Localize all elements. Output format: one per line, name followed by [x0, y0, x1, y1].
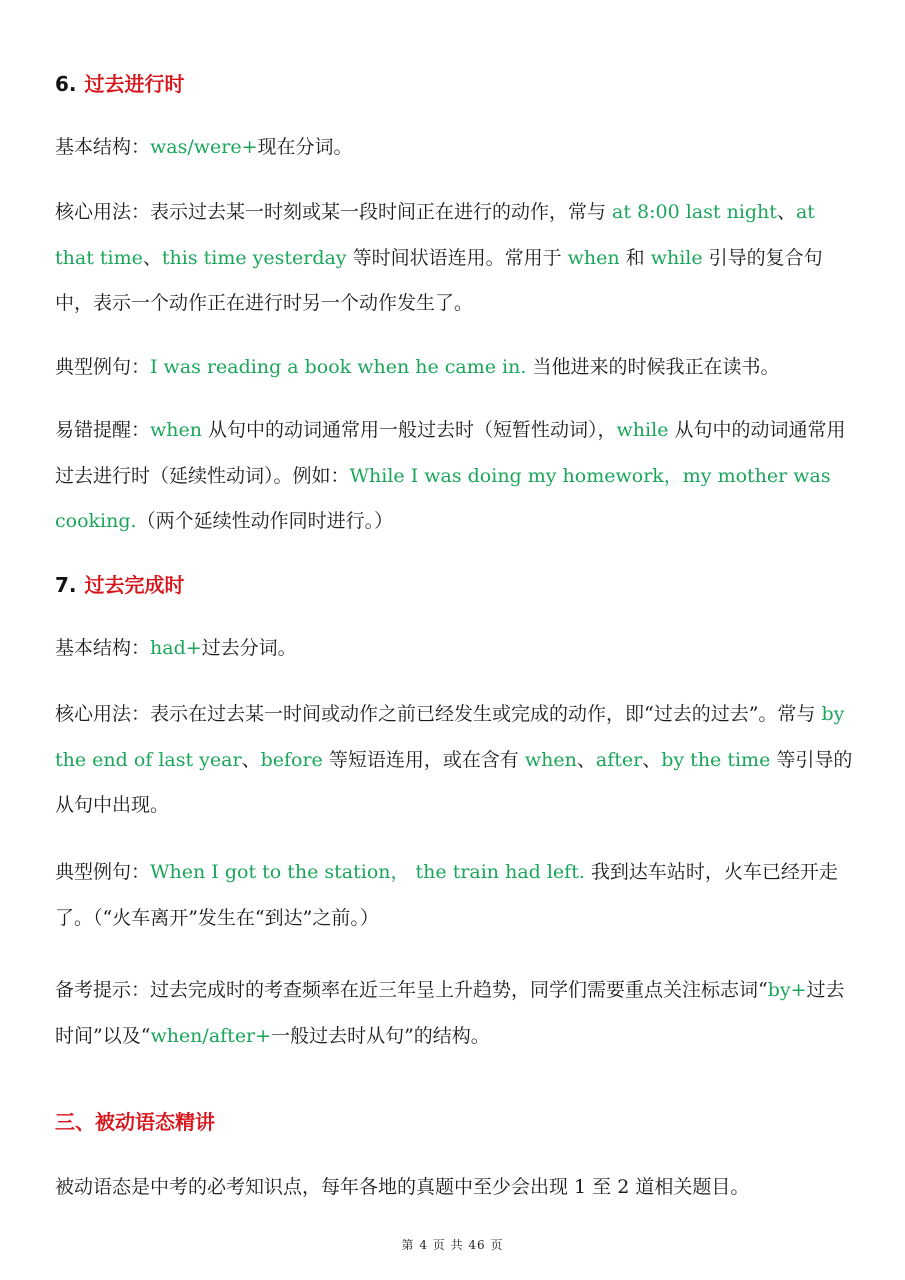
- page-number-footer: 第 4 页 共 46 页: [401, 1238, 504, 1252]
- text-run: 一般过去时从句”的结构。: [271, 1024, 490, 1047]
- formula-english: was/were+: [150, 136, 258, 158]
- text-run: 、: [142, 246, 162, 269]
- formula-chinese: 现在分词。: [257, 136, 353, 158]
- section-number: 7.: [55, 573, 77, 597]
- text-run: 等引导的从句中出现。: [55, 748, 853, 816]
- formula-english: had+: [150, 637, 202, 659]
- english-phrase: by the time: [661, 748, 771, 771]
- text-run: 从句中的动词通常用过去进行时（延续性动词）。例如：: [55, 419, 846, 487]
- text-run: 备考提示：过去完成时的考查频率在近三年呈上升趋势，同学们需要重点关注标志词“: [55, 979, 768, 1001]
- basic-structure-paragraph: [55, 626, 855, 672]
- text-run: 、: [642, 748, 662, 771]
- english-phrase: after: [595, 748, 643, 771]
- section-title: 过去完成时: [84, 573, 185, 597]
- english-phrase: at that time: [55, 201, 815, 269]
- section-heading-past-progressive: [55, 70, 855, 98]
- english-phrase: when: [150, 419, 202, 441]
- core-usage-paragraph: [55, 190, 855, 327]
- example-translation: 当他进来的时候我正在读书。: [526, 356, 780, 378]
- exam-tip-paragraph: [55, 968, 855, 1059]
- label: 基本结构：: [55, 637, 151, 659]
- text-run: 核心用法：表示过去某一时刻或某一段时间正在进行的动作，常与: [55, 201, 613, 223]
- common-mistake-paragraph: [55, 408, 855, 545]
- text-run: 易错提醒：: [55, 419, 151, 441]
- section-heading-passive-voice: [55, 1108, 855, 1136]
- text-run: 核心用法：表示在过去某一时间或动作之前已经发生或完成的动作，即“过去的过去”。常与: [55, 703, 822, 725]
- basic-structure-paragraph: [55, 125, 855, 171]
- label: 基本结构：: [55, 136, 151, 158]
- text-run: 从句中的动词通常用一般过去时（短暂性动词），: [202, 419, 617, 441]
- section-title: 过去进行时: [84, 72, 185, 96]
- section-title: 三、被动语态精讲: [55, 1110, 215, 1134]
- text-run: 等短语连用，或在含有: [322, 748, 525, 771]
- example-paragraph: [55, 345, 855, 391]
- english-phrase: by the end of last year: [55, 703, 845, 771]
- text-run: 引导的复合句中，表示一个动作正在进行时另一个动作发生了。: [55, 246, 823, 314]
- text-run: 等时间状语连用。常用于: [346, 246, 568, 269]
- text-run: 和: [619, 246, 651, 269]
- english-phrase: while: [650, 246, 703, 269]
- intro-paragraph: [55, 1165, 855, 1211]
- section-number: 6.: [55, 72, 77, 96]
- core-usage-paragraph: [55, 692, 855, 829]
- example-english: I was reading a book when he came in.: [150, 356, 527, 378]
- text-run: 、: [776, 201, 796, 223]
- english-phrase: While I was doing my homework，my mother was cooking.: [55, 464, 831, 532]
- english-phrase: when: [567, 246, 620, 269]
- english-phrase: at 8:00 last night: [612, 201, 777, 223]
- formula-chinese: 过去分词。: [201, 637, 297, 659]
- text-run: 被动语态是中考的必考知识点，每年各地的真题中至少会出现 1 至 2 道相关题目。: [55, 1176, 750, 1198]
- english-phrase: while: [616, 419, 669, 441]
- example-english: When I got to the station， the train had left.: [150, 861, 585, 883]
- example-paragraph: [55, 850, 855, 941]
- text-run: （两个延续性动作同时进行。）: [136, 510, 394, 532]
- english-phrase: this time yesterday: [161, 246, 347, 269]
- text-run: 过去时间”以及“: [55, 979, 845, 1047]
- example-translation: 我到达车站时，火车已经开走了。（“火车离开”发生在“到达”之前。）: [55, 861, 838, 929]
- english-phrase: when: [524, 748, 577, 771]
- section-heading-past-perfect: [55, 571, 855, 599]
- english-phrase: before: [260, 748, 323, 771]
- label: 典型例句：: [55, 861, 151, 883]
- text-run: 、: [241, 748, 261, 771]
- label: 典型例句：: [55, 356, 151, 378]
- text-run: 、: [576, 748, 596, 771]
- english-phrase: by+: [767, 979, 807, 1001]
- english-phrase: when/after+: [150, 1024, 272, 1047]
